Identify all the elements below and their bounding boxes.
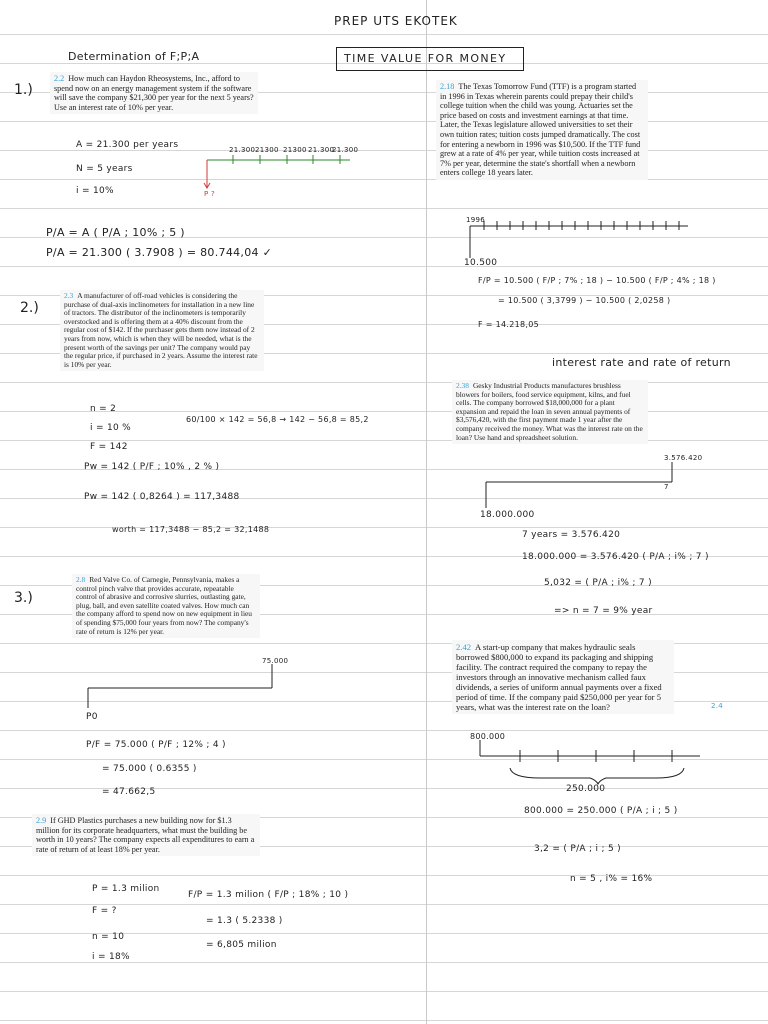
s4-future-value: F = ? — [92, 906, 117, 916]
r2-equation-4: => n = 7 = 9% year — [554, 606, 653, 616]
s1-equation-2: P/A = 21.300 ( 3.7908 ) = 80.744,04 ✓ — [46, 246, 273, 259]
s2-equation-1: Pw = 142 ( P/F ; 10% , 2 % ) — [84, 462, 220, 472]
s2-discount-calc: 60/100 × 142 = 56,8 → 142 − 56,8 = 85,2 — [186, 415, 369, 424]
problem-2-42-text: A start-up company that makes hydraulic seals borrowed $800,000 to expand its packaging and shipping facility. The contract required the company to repay the investors through an innovative mechanism called faux dividends, a series of uniform annual payments over a fixed period of time. If the company paid $250,000 per year for 5 years, what was the interest rate on the loan? — [456, 642, 662, 712]
problem-2-8-number: 2.8 — [76, 575, 86, 584]
s1-timeline-value-4: 21.300 — [308, 146, 335, 154]
s1-present-arrow — [204, 160, 210, 188]
r1-base-cost: 10.500 — [464, 258, 498, 268]
s3-timeline — [88, 664, 272, 708]
problem-2-3-text: A manufacturer of off-road vehicles is considering the purchase of dual-axis inclinometers for installation in a new line of tractors. The distributor of the inclinometers is temporarily overstocked and is offering them at a 40% discount from the regular cost of $142. If the purchaser gets them now instead of 2 years from now, which is when they will be needed, what is the present worth of the savings per unit? The company would pay the regular price, if purchased in 2 years. Assume the interest rate is 10% per year. — [64, 291, 258, 369]
problem-number-2: 2.) — [20, 300, 39, 316]
s1-equation-1: P/A = A ( P/A ; 10% ; 5 ) — [46, 226, 185, 239]
s3-future-value: 75.000 — [262, 657, 289, 665]
s1-present-value-label: P ? — [204, 190, 216, 198]
s1-periods: N = 5 years — [76, 164, 133, 174]
r3-equation-3: n = 5 , i% = 16% — [570, 874, 653, 884]
r1-equation-3: F = 14.218,05 — [478, 320, 540, 329]
problem-2-2-text: How much can Haydon Rheosystems, Inc., afford to spend now on an energy management system if the software will save the company $21,300 per year for the next 5 years? Use an interest rate of 10% per year. — [54, 74, 254, 112]
r2-equation-2: 18.000.000 = 3.576.420 ( P/A ; i% ; 7 ) — [522, 552, 709, 562]
r3-payment-label: 250.000 — [566, 784, 606, 794]
s1-rate: i = 10% — [76, 186, 114, 196]
s3-equation-2: = 75.000 ( 0.6355 ) — [102, 764, 197, 774]
problem-2-18-number: 2.18 — [440, 82, 455, 91]
s3-present-value: P0 — [86, 712, 98, 722]
s1-annuity: A = 21.300 per years — [76, 140, 179, 150]
problem-2-42-number: 2.42 — [456, 642, 472, 652]
problem-2-9-text: If GHD Plastics purchases a new building now for $1.3 million for its corporate headquarters, what must the building be worth in 10 years? The company expects all expenditures to earn a rate of return of at least 18% per year. — [36, 816, 255, 854]
problem-2-38-text: Gesky Industrial Products manufactures brushless blowers for boilers, food service equipment, kilns, and fuel cells. The company borrowed $18,000,000 for a plant expansion and repaid the loan in seven annual payments of $3,576,420, with the first payment made 1 year after the company received the money. What was the interest rate on the loan? Use hand and spreadsheet solution. — [456, 381, 643, 442]
r2-payment-label: 3.576.420 — [664, 454, 703, 462]
s4-equation-3: = 6,805 milion — [206, 940, 277, 950]
s3-equation-3: = 47.662,5 — [102, 787, 156, 797]
s1-timeline — [207, 155, 350, 164]
r2-timeline — [486, 462, 672, 508]
s2-periods: n = 2 — [90, 404, 117, 414]
s4-rate: i = 18% — [92, 952, 130, 962]
s2-worth: worth = 117,3488 − 85,2 = 32,1488 — [112, 525, 270, 534]
r2-equation-1: 7 years = 3.576.420 — [522, 530, 621, 540]
s4-equation-2: = 1.3 ( 5.2338 ) — [206, 916, 283, 926]
r3-loan-label: 800.000 — [470, 732, 506, 741]
s1-timeline-value-3: 21300 — [283, 146, 307, 154]
r3-timeline — [480, 740, 700, 784]
s2-rate: i = 10 % — [90, 423, 132, 433]
s1-timeline-value-2: 21300 — [255, 146, 279, 154]
problem-2-18-text: The Texas Tomorrow Fund (TTF) is a program started in 1996 in Texas wherein parents could prepay their child's college tuition when the child was young. Actuaries set the price based on costs and investment earnings at that time. Later, the Texas legislature allowed universities to set their own tuition rates; tuition costs jumped dramatically. The cost for entering a newborn in 1996 was $10,500. If the TTF fund grew at a rate of 4% per year, while tuition costs increased at 7% per year, determine the state's shortfall when a newborn enters college 18 years later. — [440, 82, 641, 178]
s1-timeline-value-1: 21.300 — [229, 146, 256, 154]
problem-2-2-number: 2.2 — [54, 74, 65, 83]
left-section-title: Determination of F;P;A — [68, 50, 200, 63]
r2-year-label: 7 — [664, 483, 669, 491]
s3-equation-1: P/F = 75.000 ( P/F ; 12% ; 4 ) — [86, 740, 226, 750]
r1-start-year: 1996 — [466, 216, 486, 224]
right-section-title: interest rate and rate of return — [552, 356, 731, 369]
problem-number-1: 1.) — [14, 82, 33, 98]
margin-note: 2.4 — [711, 702, 724, 710]
r1-equation-1: F/P = 10.500 ( F/P ; 7% ; 18 ) − 10.500 ( F/P ; 4% ; 18 ) — [478, 276, 716, 285]
r2-loan-label: 18.000.000 — [480, 510, 535, 520]
r3-equation-1: 800.000 = 250.000 ( P/A ; i ; 5 ) — [524, 806, 678, 816]
top-title: PREP UTS EKOTEK — [334, 14, 458, 28]
s2-equation-2: Pw = 142 ( 0,8264 ) = 117,3488 — [84, 492, 240, 502]
problem-2-9-number: 2.9 — [36, 816, 47, 825]
problem-2-38-number: 2.38 — [456, 381, 469, 390]
problem-number-3: 3.) — [14, 590, 33, 606]
r1-equation-2: = 10.500 ( 3,3799 ) − 10.500 ( 2,0258 ) — [498, 296, 671, 305]
s1-timeline-value-5: 21.300 — [332, 146, 359, 154]
r3-equation-2: 3,2 = ( P/A ; i ; 5 ) — [534, 844, 621, 854]
r1-timeline — [470, 221, 688, 258]
problem-2-3-number: 2.3 — [64, 291, 74, 300]
main-title: TIME VALUE FOR MONEY — [344, 52, 507, 65]
s4-periods: n = 10 — [92, 932, 125, 942]
s4-present-value: P = 1.3 milion — [92, 884, 160, 894]
problem-2-8-text: Red Valve Co. of Carnegie, Pennsylvania, makes a control pinch valve that provides accurate, repeatable control of abrasive and corrosive slurries, outlasting gate, plug, ball, and even satellite coated valves. How much can the company afford to spend now on new equipment in lieu of spending $75,000 four years from now? The company's rate of return is 12% per year. — [76, 575, 252, 636]
r2-equation-3: 5,032 = ( P/A ; i% ; 7 ) — [544, 578, 652, 588]
s4-equation-1: F/P = 1.3 milion ( F/P ; 18% ; 10 ) — [188, 890, 349, 900]
s2-future-value: F = 142 — [90, 442, 128, 452]
